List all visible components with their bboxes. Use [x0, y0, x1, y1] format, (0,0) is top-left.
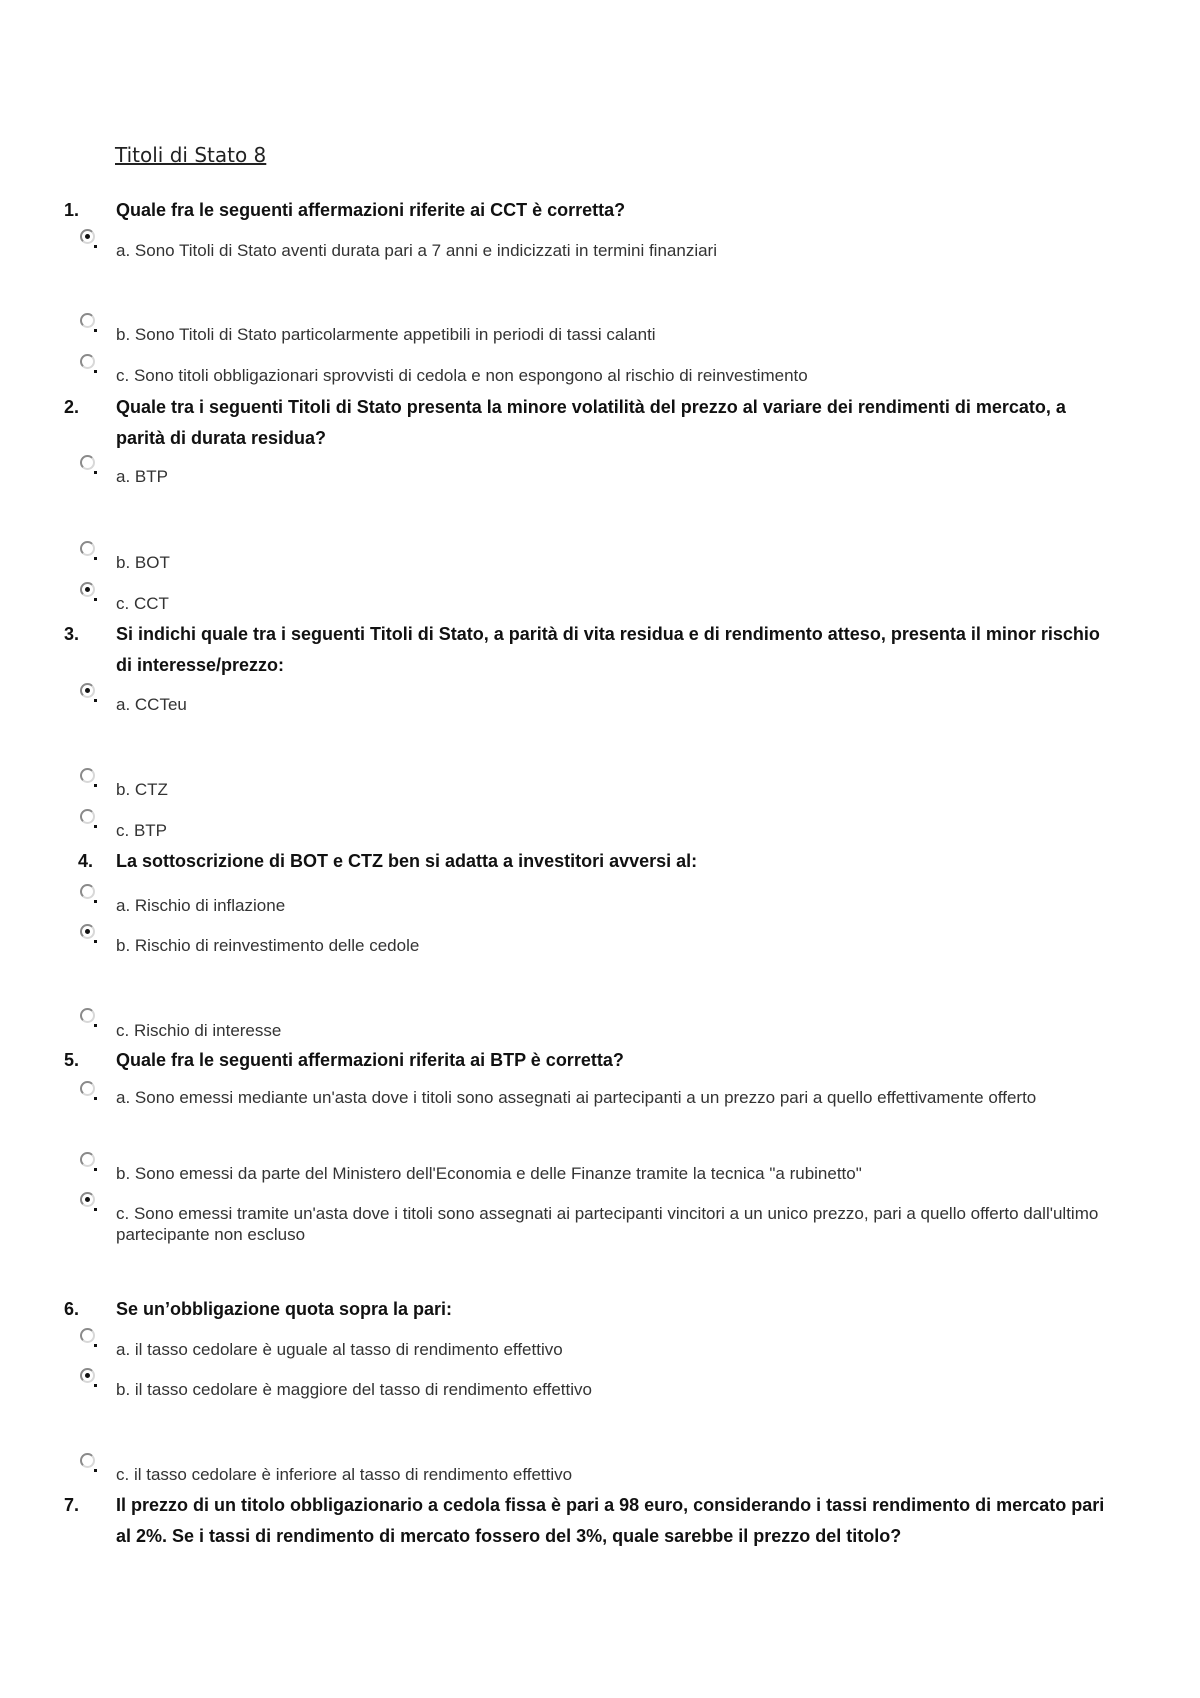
radio-q5-c[interactable]: [80, 1192, 95, 1207]
radio-q6-c[interactable]: [80, 1453, 95, 1468]
question-4: [78, 846, 1098, 877]
question-number: 2.: [64, 397, 80, 417]
radio-q5-a[interactable]: [80, 1081, 95, 1096]
question-3: [64, 619, 1110, 681]
option-q1-b: b. Sono Titoli di Stato particolarmente appetibili in periodi di tassi calanti: [116, 325, 656, 344]
radio-q4-b[interactable]: [80, 924, 95, 939]
option-q6-c: c. il tasso cedolare è inferiore al tasso di rendimento effettivo: [116, 1465, 573, 1484]
option-q5-c: c. Sono emessi tramite un'asta dove i titoli sono assegnati ai partecipanti vincitori a un unico prezzo, pari a quello offerto dall'ultimo partecipante non escluso: [116, 1204, 1099, 1244]
question-number: 1.: [64, 200, 80, 220]
radio-q6-a[interactable]: [80, 1328, 95, 1343]
option-q4-c: c. Rischio di interesse: [116, 1021, 282, 1040]
question-number: 5.: [64, 1050, 80, 1070]
question-2: [64, 392, 1110, 454]
radio-q3-c[interactable]: [80, 809, 95, 824]
option-q4-a: a. Rischio di inflazione: [116, 896, 286, 915]
radio-q1-b[interactable]: [80, 313, 95, 328]
question-5: [64, 1045, 1110, 1076]
option-q1-c: c. Sono titoli obbligazionari sprovvisti di cedola e non espongono al rischio di reinvestimento: [116, 366, 808, 385]
option-q3-b: b. CTZ: [116, 780, 168, 799]
option-q2-a: a. BTP: [116, 467, 168, 486]
option-q2-c: c. CCT: [116, 594, 169, 613]
option-q5-a: a. Sono emessi mediante un'asta dove i titoli sono assegnati ai partecipanti a un prezzo pari a quello effettivamente offerto: [116, 1088, 1037, 1107]
question-text: La sottoscrizione di BOT e CTZ ben si adatta a investitori avversi al:: [116, 851, 698, 871]
question-6: [64, 1294, 1110, 1325]
question-number: 6.: [64, 1299, 80, 1319]
radio-q1-c[interactable]: [80, 354, 95, 369]
question-text: Si indichi quale tra i seguenti Titoli di Stato, a parità di vita residua e di rendimento atteso, presenta il minor rischio di interesse/prezzo:: [116, 624, 1100, 675]
option-q1-a: a. Sono Titoli di Stato aventi durata pari a 7 anni e indicizzati in termini finanziari: [116, 241, 717, 260]
radio-q3-a[interactable]: [80, 683, 95, 698]
option-q2-b: b. BOT: [116, 553, 170, 572]
question-text: Quale tra i seguenti Titoli di Stato presenta la minore volatilità del prezzo al variare dei rendimenti di mercato, a parità di durata residua?: [116, 397, 1066, 448]
radio-q5-b[interactable]: [80, 1152, 95, 1167]
question-text: Il prezzo di un titolo obbligazionario a cedola fissa è pari a 98 euro, considerando i tassi rendimento di mercato pari al 2%. Se i tassi di rendimento di mercato fossero del 3%, quale sarebbe il prezzo del titolo?: [116, 1495, 1105, 1546]
radio-q2-c[interactable]: [80, 582, 95, 597]
question-text: Quale fra le seguenti affermazioni riferite ai CCT è corretta?: [116, 200, 626, 220]
option-q5-b: b. Sono emessi da parte del Ministero dell'Economia e delle Finanze tramite la tecnica "a rubinetto": [116, 1164, 862, 1183]
question-1: [64, 195, 1110, 226]
question-number: 3.: [64, 624, 80, 644]
option-q6-a: a. il tasso cedolare è uguale al tasso di rendimento effettivo: [116, 1340, 563, 1359]
question-text: Se un’obbligazione quota sopra la pari:: [116, 1299, 453, 1319]
page-title: Titoli di Stato 8: [115, 143, 267, 167]
radio-q2-a[interactable]: [80, 455, 95, 470]
radio-q4-c[interactable]: [80, 1008, 95, 1023]
question-number: 4.: [78, 851, 94, 871]
option-q3-c: c. BTP: [116, 821, 168, 840]
radio-q4-a[interactable]: [80, 884, 95, 899]
option-q4-b: b. Rischio di reinvestimento delle cedole: [116, 936, 420, 955]
option-q3-a: a. CCTeu: [116, 695, 187, 714]
question-7: [64, 1490, 1110, 1552]
radio-q1-a[interactable]: [80, 229, 95, 244]
question-text: Quale fra le seguenti affermazioni riferita ai BTP è corretta?: [116, 1050, 624, 1070]
question-number: 7.: [64, 1495, 80, 1515]
radio-q3-b[interactable]: [80, 768, 95, 783]
radio-q2-b[interactable]: [80, 541, 95, 556]
option-q6-b: b. il tasso cedolare è maggiore del tasso di rendimento effettivo: [116, 1380, 592, 1399]
radio-q6-b[interactable]: [80, 1368, 95, 1383]
